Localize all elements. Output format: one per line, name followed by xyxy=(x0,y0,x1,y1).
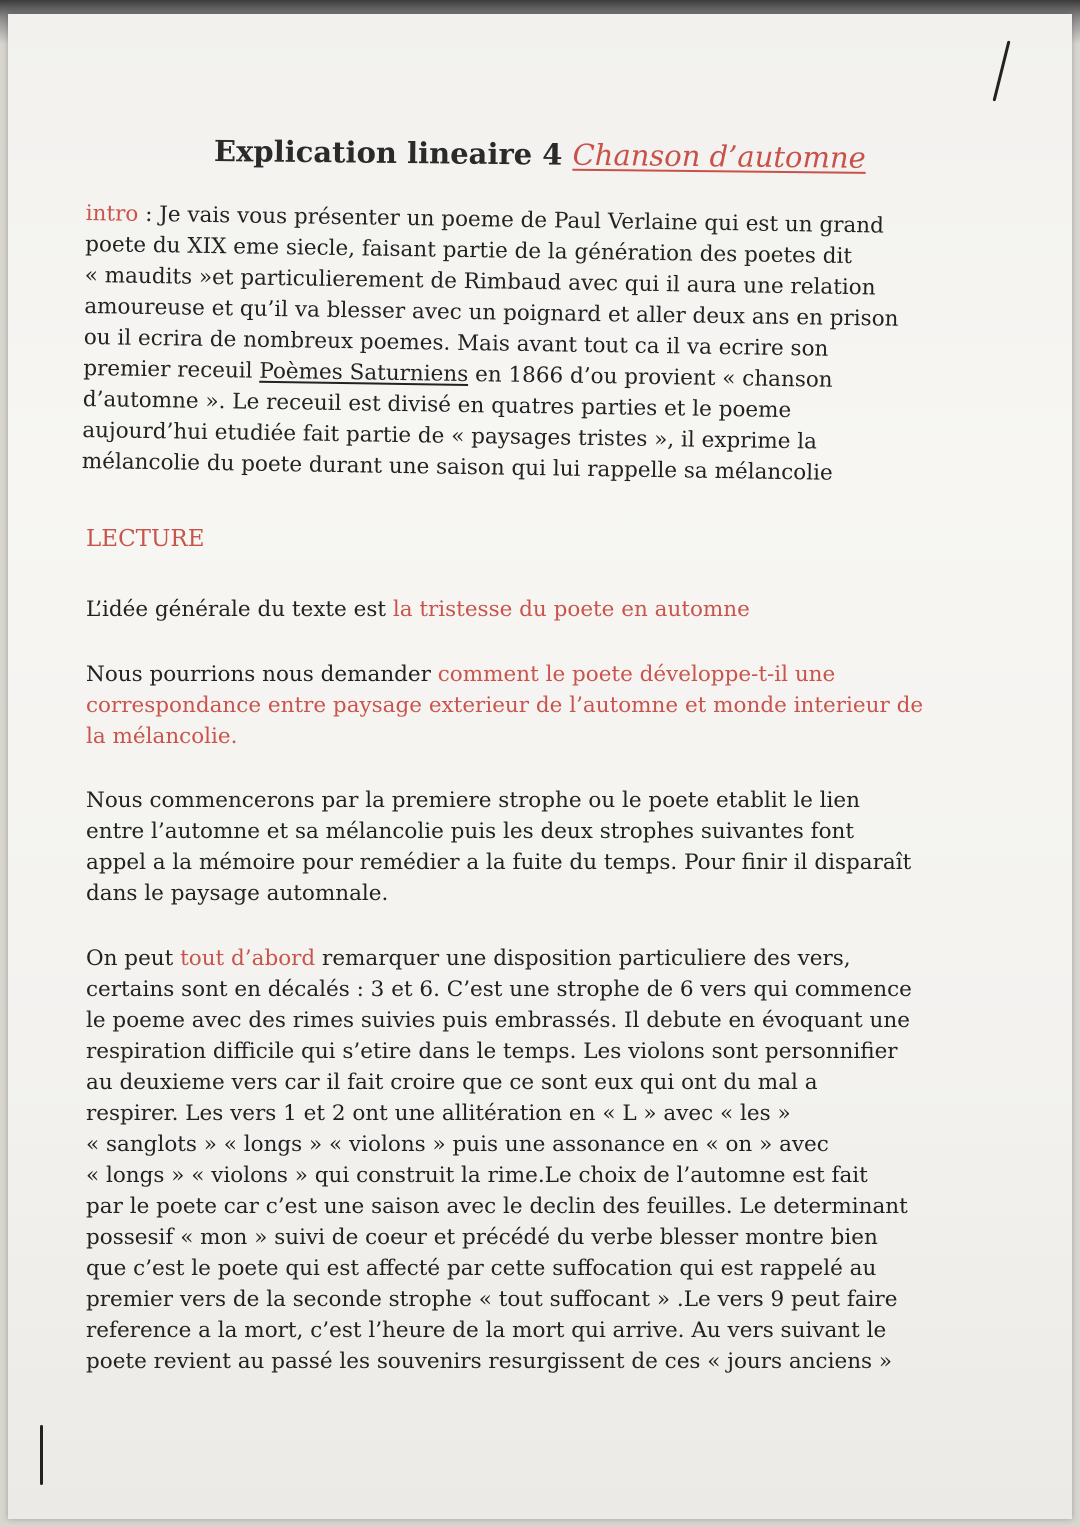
plan-line: dans le paysage automnale. xyxy=(86,881,389,906)
pen-mark-left-margin xyxy=(40,1425,43,1485)
analysis-line: « longs » « violons » qui construit la rime.Le choix de l’automne est fait xyxy=(86,1163,868,1188)
intro-label: intro xyxy=(85,200,139,227)
intro-line: premier receuil Poèmes Saturniens en 1866 d’ou provient « chanson xyxy=(83,355,833,393)
general-idea-highlight: la tristesse du poete en automne xyxy=(392,597,750,622)
analysis-line: que c’est le poete qui est affecté par cette suffocation qui est rappelé au xyxy=(86,1256,877,1281)
analysis-line: possesif « mon » suivi de coeur et précédé du verbe blesser montre bien xyxy=(86,1225,878,1250)
intro-line: mélancolie du poete durant une saison qui lui rappelle sa mélancolie xyxy=(81,448,833,486)
analysis-line: certains sont en décalés : 3 et 6. C’est une strophe de 6 vers qui commence xyxy=(86,977,912,1002)
analysis-line: reference a la mort, c’est l’heure de la mort qui arrive. Au vers suivant le xyxy=(86,1318,887,1343)
plan-line: Nous commencerons par la premiere strophe ou le poete etablit le lien xyxy=(86,788,860,813)
analysis-paragraph xyxy=(86,943,966,1377)
intro-line: poete du XIX eme siecle, faisant partie de la génération des poetes dit xyxy=(85,231,853,270)
analysis-line: respiration difficile qui s’etire dans le temps. Les violons sont personnifier xyxy=(86,1039,898,1064)
question-highlight: correspondance entre paysage exterieur de l’automne et monde interieur de xyxy=(86,693,924,718)
plan-line: entre l’automne et sa mélancolie puis les deux strophes suivantes font xyxy=(86,819,855,844)
lecture-heading: LECTURE xyxy=(86,526,205,552)
analysis-line: premier vers de la seconde strophe « tout suffocant » .Le vers 9 peut faire xyxy=(86,1287,898,1312)
analysis-line: par le poete car c’est une saison avec le declin des feuilles. Le determinant xyxy=(86,1194,908,1219)
intro-line: intro : Je vais vous présenter un poeme de Paul Verlaine qui est un grand xyxy=(85,200,885,239)
question-highlight: la mélancolie. xyxy=(86,724,238,749)
intro-line: amoureuse et qu’il va blesser avec un poignard et aller deux ans en prison xyxy=(84,293,899,332)
analysis-highlight: tout d’abord xyxy=(180,946,316,971)
analysis-line: respirer. Les vers 1 et 2 ont une allitération en « L » avec « les » xyxy=(86,1101,791,1126)
general-idea-text: L’idée générale du texte est xyxy=(86,597,393,622)
intro-paragraph xyxy=(82,198,946,490)
book-title: Poèmes Saturniens xyxy=(259,358,469,388)
plan-paragraph xyxy=(86,785,946,909)
intro-line: ou il ecrira de nombreux poemes. Mais avant tout ca il va ecrire son xyxy=(83,324,829,362)
analysis-line: On peut tout d’abord remarquer une disposition particuliere des vers, xyxy=(86,946,851,971)
page-title xyxy=(214,134,866,175)
plan-line: appel a la mémoire pour remédier a la fuite du temps. Pour finir il disparaît xyxy=(86,850,912,875)
general-idea xyxy=(86,594,946,625)
title-poem-name: Chanson d’automne xyxy=(572,137,867,175)
problematic-question xyxy=(86,659,946,752)
analysis-line: le poeme avec des rimes suivies puis embrassés. Il debute en évoquant une xyxy=(86,1008,910,1033)
title-prefix: Explication lineaire 4 xyxy=(213,134,563,172)
analysis-line: au deuxieme vers car il fait croire que ce sont eux qui ont du mal a xyxy=(86,1070,818,1095)
question-text: Nous pourrions nous demander xyxy=(86,662,438,687)
question-highlight: comment le poete développe-t-il une xyxy=(437,662,836,687)
analysis-line: « sanglots » « longs » « violons » puis une assonance en « on » avec xyxy=(86,1132,829,1157)
intro-line: d’automne ». Le receuil est divisé en quatres parties et le poeme xyxy=(82,386,792,424)
analysis-line: poete revient au passé les souvenirs resurgissent de ces « jours anciens » xyxy=(86,1349,893,1374)
intro-line: « maudits »et particulierement de Rimbaud avec qui il aura une relation xyxy=(84,262,876,301)
intro-line: aujourd’hui etudiée fait partie de « paysages tristes », il exprime la xyxy=(82,417,818,455)
